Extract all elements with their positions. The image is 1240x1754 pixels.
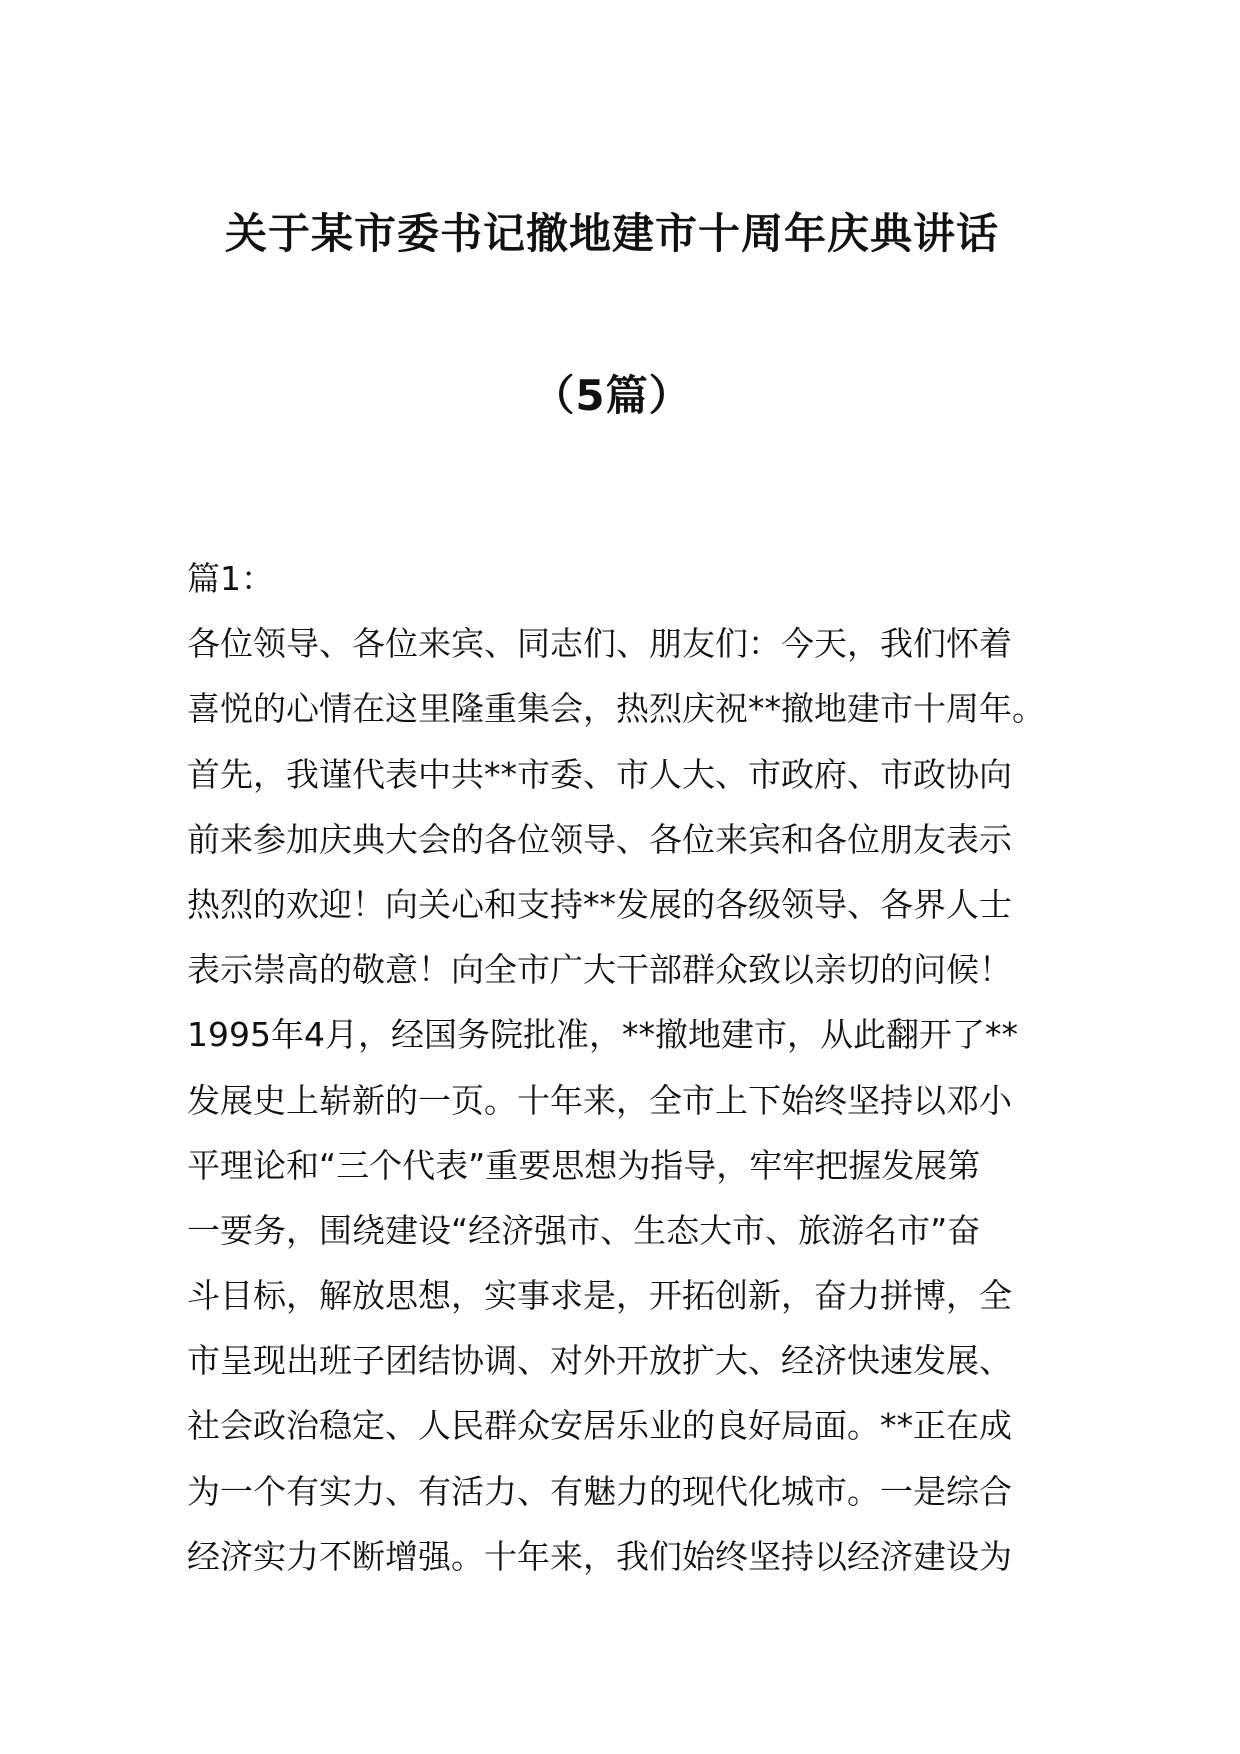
section-heading: 篇1： <box>187 559 274 598</box>
body-line: 市呈现出班子团结协调、对外开放扩大、经济快速发展、 <box>187 1341 1012 1381</box>
document-title: 关于某市委书记撤地建市十周年庆典讲话 <box>224 209 999 258</box>
body-line: 发展史上崭新的一页。十年来，全市上下始终坚持以邓小 <box>187 1080 1012 1120</box>
body-line: 各位领导、各位来宾、同志们、朋友们：今天，我们怀着 <box>187 624 1012 664</box>
document-body <box>187 546 1077 1589</box>
body-line: 前来参加庆典大会的各位领导、各位来宾和各位朋友表示 <box>187 819 1012 859</box>
body-line: 热烈的欢迎！向关心和支持**发展的各级领导、各界人士 <box>187 884 1012 924</box>
body-line: 为一个有实力、有活力、有魅力的现代化城市。一是综合 <box>187 1471 1012 1511</box>
body-line: 喜悦的心情在这里隆重集会，热烈庆祝**撤地建市十周年。 <box>187 689 1045 729</box>
body-line: 首先，我谨代表中共**市委、市人大、市政府、市政协向 <box>187 754 1012 794</box>
body-line: 斗目标，解放思想，实事求是，开拓创新，奋力拼博，全 <box>187 1276 1012 1316</box>
body-line: 平理论和“三个代表”重要思想为指导，牢牢把握发展第 <box>187 1145 981 1185</box>
body-line: 表示崇高的敬意！向全市广大干部群众致以亲切的问候！ <box>187 950 1012 990</box>
body-line: 经济实力不断增强。十年来，我们始终坚持以经济建设为 <box>187 1536 1012 1576</box>
body-line: 1995年4月，经国务院批准，**撤地建市，从此翻开了** <box>187 1015 1018 1055</box>
body-line: 社会政治稳定、人民群众安居乐业的良好局面。**正在成 <box>187 1406 1012 1446</box>
body-line: 一要务，围绕建设“经济强市、生态大市、旅游名市”奋 <box>187 1210 981 1250</box>
document-subtitle: （5篇） <box>532 371 692 420</box>
